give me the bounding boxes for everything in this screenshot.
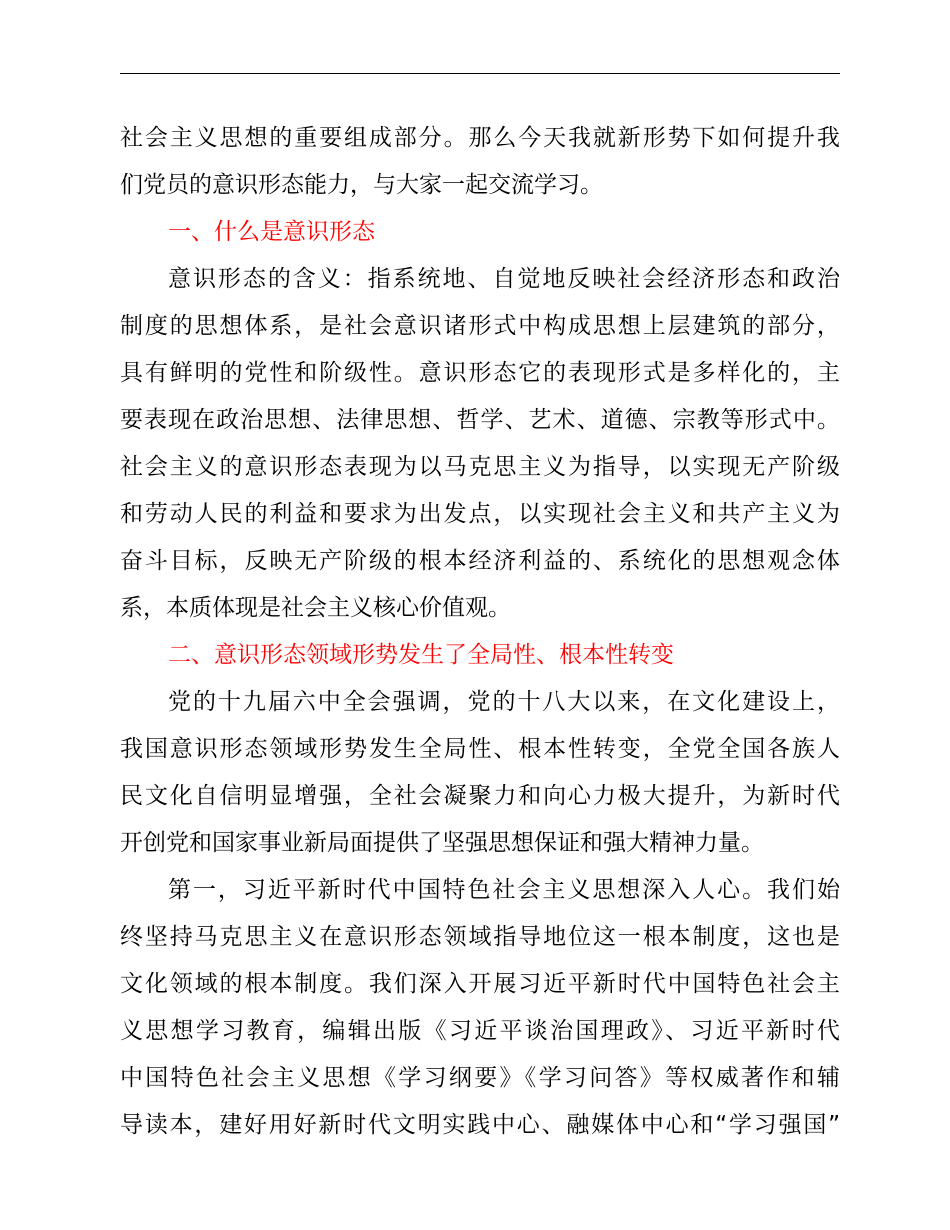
paragraph-line: 终坚持马克思主义在意识形态领域指导地位这一根本制度，这也是 [120,924,842,950]
paragraph-line: 民文化自信明显增强，全社会凝聚力和向心力极大提升，为新时代 [120,783,842,809]
paragraph-line: 和劳动人民的利益和要求为出发点，以实现社会主义和共产主义为 [120,501,842,527]
paragraph-line: 我国意识形态领域形势发生全局性、根本性转变，全党全国各族人 [120,736,842,762]
paragraph-line: 制度的思想体系，是社会意识诸形式中构成思想上层建筑的部分， [120,313,842,339]
paragraph-line: 社会主义思想的重要组成部分。那么今天我就新形势下如何提升我 [120,125,842,151]
paragraph-line: 们党员的意识形态能力，与大家一起交流学习。 [120,172,603,198]
paragraph-line: 具有鲜明的党性和阶级性。意识形态它的表现形式是多样化的，主 [120,360,842,386]
paragraph-line: 第一，习近平新时代中国特色社会主义思想深入人心。我们始 [168,877,842,903]
paragraph-line: 义思想学习教育，编辑出版《习近平谈治国理政》、习近平新时代 [120,1018,843,1044]
section-heading: 一、什么是意识形态 [168,219,375,245]
paragraph-line: 系，本质体现是社会主义核心价值观。 [120,595,511,621]
paragraph-line: 要表现在政治思想、法律思想、哲学、艺术、道德、宗教等形式中。 [120,407,841,433]
paragraph-line: 导读本，建好用好新时代文明实践中心、融媒体中心和“学习强国” [120,1112,842,1138]
paragraph-line: 开创党和国家事业新局面提供了坚强思想保证和强大精神力量。 [120,830,764,856]
paragraph-line: 中国特色社会主义思想《学习纲要》《学习问答》等权威著作和辅 [120,1065,843,1091]
document-body [120,115,843,1149]
section-heading: 二、意识形态领域形势发生了全局性、根本性转变 [168,642,674,668]
paragraph-line: 意识形态的含义：指系统地、自觉地反映社会经济形态和政治 [168,266,842,292]
paragraph-line: 社会主义的意识形态表现为以马克思主义为指导，以实现无产阶级 [120,454,842,480]
paragraph-line: 文化领域的根本制度。我们深入开展习近平新时代中国特色社会主 [120,971,842,997]
header-rule [120,73,840,74]
paragraph-line: 党的十九届六中全会强调，党的十八大以来，在文化建设上， [168,689,842,715]
paragraph-line: 奋斗目标，反映无产阶级的根本经济利益的、系统化的思想观念体 [120,548,842,574]
